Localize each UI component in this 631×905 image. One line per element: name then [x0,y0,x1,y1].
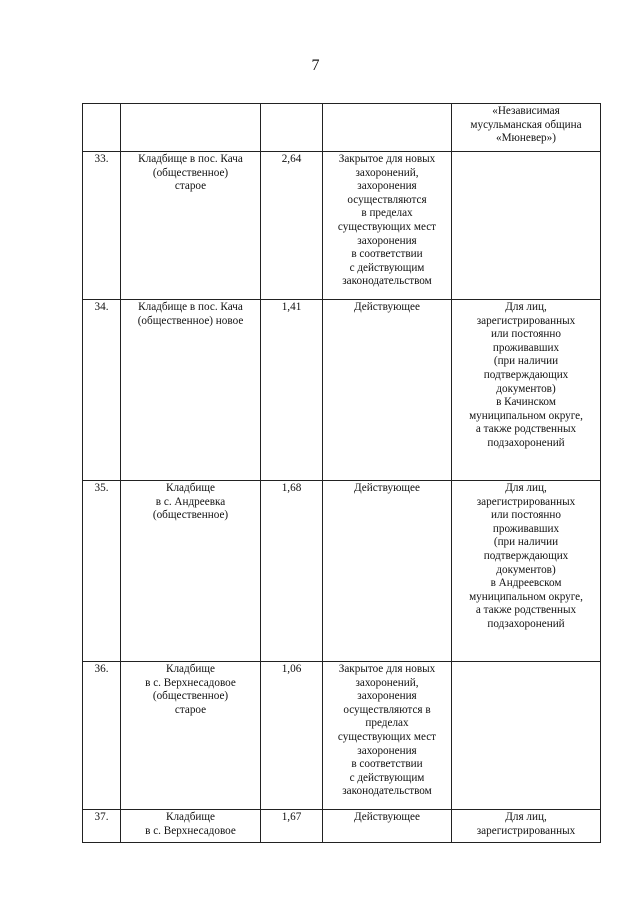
cell-area: 1,68 [261,481,323,662]
cell-status-line: в пределах [361,207,413,220]
table-row [83,152,601,300]
cell-name-line: (общественное) [152,166,229,179]
cell-note [452,104,601,152]
cell-name-line: в с. Верхнесадовое [145,824,236,837]
cell-status [323,481,452,662]
cell-name-line: в с. Андреевка [155,495,226,508]
cell-note-line: зарегистрированных [476,495,576,508]
cell-status [323,810,452,843]
cell-status-line: захоронения [357,690,417,703]
cell-status-line: существующих мест [337,220,437,233]
cell-status-line: Закрытое для новых [338,663,436,675]
cell-status-line: захоронения [357,180,417,193]
cell-name-line: в с. Верхнесадовое [145,676,236,689]
cell-note-line: подтверждающих [483,368,569,381]
cell-status-line: законодательством [342,785,432,798]
cell-note-line: (при наличии [493,536,559,549]
cell-number [83,104,121,152]
cell-status-line: осуществляются в [343,703,431,716]
cell-note-line: зарегистрированных [476,314,576,327]
page-number: 7 [311,57,320,74]
cell-area: 1,06 [261,662,323,810]
cell-note-line: подтверждающих [483,549,569,562]
cell-note [452,810,601,843]
cell-note-line: или постоянно [490,509,561,522]
cell-note-line: а также родственных [475,423,577,436]
cell-name-line: Кладбище [166,482,215,494]
table-row [83,810,601,843]
table-row [83,300,601,481]
cell-name [121,104,261,152]
cell-note-line: а также родственных [475,604,577,617]
cell-area: 1,41 [261,300,323,481]
note-line: мусульманская община [470,118,582,131]
cell-note-line: зарегистрированных [476,824,576,837]
cell-name-line: (общественное) новое [137,314,244,327]
cell-note-line: Для лиц, [505,482,547,494]
cell-number: 34. [83,300,121,481]
cell-status [323,662,452,810]
cell-note-line: проживавших [492,522,560,535]
cell-area: 1,67 [261,810,323,843]
cell-status-line: с действующим [349,771,425,784]
cell-note-line: Для лиц, [505,301,547,313]
cell-name-line: (общественное) [152,509,229,522]
cell-note-line: (при наличии [493,355,559,368]
cell-status-line: Действующее [354,301,420,313]
cell-status-line: Действующее [354,482,420,494]
cell-note [452,152,601,300]
cell-status-line: в соответствии [351,248,423,261]
cell-note-line: муниципальном округе, [469,590,583,603]
cell-name-line: старое [174,703,207,716]
cell-name-line: (общественное) [152,690,229,703]
cell-name [121,481,261,662]
cell-note [452,662,601,810]
cell-note-line: в Андреевском [490,577,562,590]
cell-status-line: Действующее [354,811,420,823]
cell-area [261,104,323,152]
cell-status-line: существующих мест [337,730,437,743]
cell-note-line: в Качинском [496,396,556,409]
cell-note-line: подзахоронений [487,436,565,449]
cell-note-line: документов) [496,563,556,576]
cell-area: 2,64 [261,152,323,300]
table-row-continuation [83,104,601,152]
cell-name-line: Кладбище [166,811,215,823]
cell-name [121,662,261,810]
cell-note-line: или постоянно [490,328,561,341]
cell-status-line: Закрытое для новых [338,153,436,165]
cell-note-line: муниципальном округе, [469,409,583,422]
cell-name-line: Кладбище в пос. Кача [138,153,243,165]
cell-status-line: с действующим [349,261,425,274]
cell-note-line: документов) [496,382,556,395]
cell-note [452,481,601,662]
note-line: «Независимая [492,105,560,117]
cell-status-line: захоронений, [355,166,419,179]
table-row [83,481,601,662]
cell-status [323,104,452,152]
cell-name-line: Кладбище в пос. Кача [138,301,243,313]
cell-name [121,810,261,843]
table-row [83,662,601,810]
cell-number: 36. [83,662,121,810]
cell-number: 35. [83,481,121,662]
cell-name-line: старое [174,180,207,193]
cell-name-line: Кладбище [166,663,215,675]
cell-status-line: в соответствии [351,758,423,771]
cell-status-line: захоронения [357,234,417,247]
cell-number: 33. [83,152,121,300]
cell-status-line: законодательством [342,275,432,288]
cell-note [452,300,601,481]
cell-note-line: подзахоронений [487,617,565,630]
cell-note-line: Для лиц, [505,811,547,823]
cell-status-line: захоронения [357,744,417,757]
cemetery-registry-table [82,103,601,843]
cell-status [323,152,452,300]
cell-name [121,152,261,300]
cell-status [323,300,452,481]
cell-status-line: захоронений, [355,676,419,689]
cell-name [121,300,261,481]
note-line: «Мюневер») [496,132,556,145]
cell-note-line: проживавших [492,341,560,354]
cell-number: 37. [83,810,121,843]
cell-status-line: пределах [365,717,409,730]
cell-status-line: осуществляются [347,193,427,206]
